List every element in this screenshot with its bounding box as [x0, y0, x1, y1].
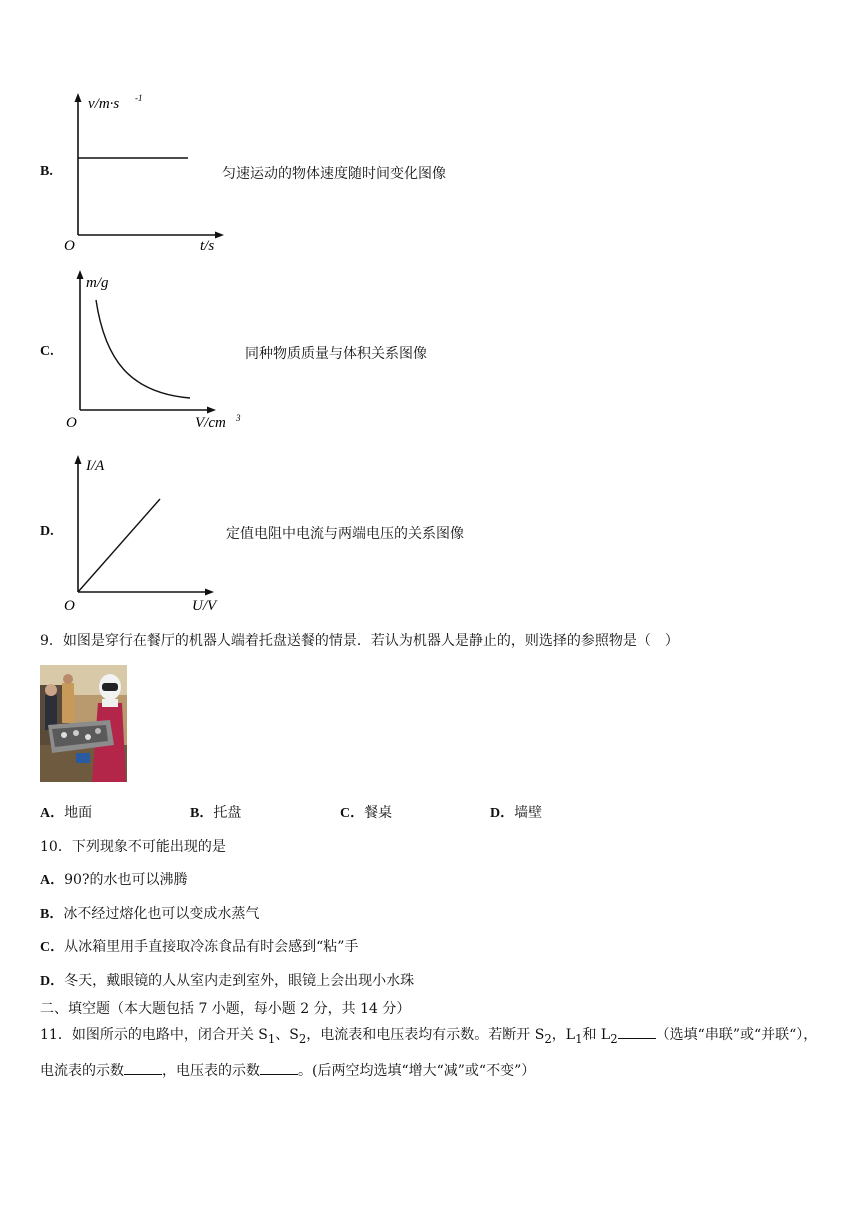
- section-title: 二、填空题（本大题包括 7 小题，每小题 2 分，共 14 分）: [40, 1001, 411, 1017]
- q11-sub5: 2: [610, 1031, 618, 1046]
- q9-option-d-letter: D．: [490, 806, 515, 821]
- q10-option-a[interactable]: [40, 869, 187, 889]
- q11-part5: 和 L: [582, 1027, 611, 1043]
- q9-option-c-letter: C．: [340, 806, 365, 821]
- mass-volume-graph: [60, 265, 250, 439]
- velocity-time-graph: [60, 90, 240, 259]
- q11-blank-3[interactable]: [260, 1060, 298, 1075]
- q9-option-d[interactable]: [490, 802, 542, 822]
- q11-part3: ，电流表和电压表均有示数。若断开 S: [306, 1027, 545, 1043]
- origin-label: O: [66, 415, 77, 431]
- q10-option-b-text: 冰不经过熔化也可以变成水蒸气: [63, 906, 260, 922]
- q11-part7: ，电压表的示数: [162, 1062, 260, 1079]
- q9-option-b[interactable]: [190, 802, 241, 822]
- q9-option-d-text: 墙壁: [514, 805, 543, 821]
- origin-label: O: [64, 238, 75, 254]
- q11-sub2: 2: [298, 1031, 307, 1046]
- q11-sub3: 2: [544, 1031, 552, 1046]
- q9-option-a[interactable]: [40, 802, 92, 822]
- q10-option-b-letter: B．: [40, 907, 64, 922]
- q10-option-b[interactable]: [40, 903, 259, 923]
- option-c-caption: 同种物质质量与体积关系图像: [245, 346, 427, 362]
- x-axis-label: U/V: [192, 598, 217, 614]
- current-voltage-graph: [60, 450, 240, 619]
- x-axis-label: V/cm: [195, 415, 226, 431]
- q10-option-d-letter: D．: [40, 974, 65, 989]
- q11-part4: ，L: [551, 1027, 576, 1043]
- restaurant-robot-photo: [40, 665, 127, 782]
- q10-option-a-text: 90?的水也可以沸腾: [64, 872, 188, 888]
- y-axis-label: m/g: [86, 275, 109, 291]
- q10-option-a-letter: A．: [40, 873, 65, 888]
- q11-part6: （选填“串联”或“并联“），电流表的示数: [40, 1027, 818, 1079]
- q10-stem: 10．下列现象不可能出现的是: [40, 839, 226, 855]
- option-c-letter: C.: [40, 344, 54, 359]
- q9-option-a-letter: A．: [40, 806, 65, 821]
- q11-blank-2[interactable]: [124, 1060, 162, 1075]
- q9-stem: 9．如图是穿行在餐厅的机器人端着托盘送餐的情景．若认为机器人是静止的，则选择的参照物是（ ）: [40, 633, 679, 649]
- q10-option-d-text: 冬天，戴眼镜的人从室内走到室外，眼镜上会出现小水珠: [64, 973, 415, 989]
- x-axis-sup: 3: [236, 413, 241, 423]
- q9-option-b-letter: B．: [190, 806, 214, 821]
- option-d-caption: 定值电阻中电流与两端电压的关系图像: [226, 526, 464, 542]
- y-axis-label: v/m·s: [88, 96, 120, 112]
- q11-part1: 11．如图所示的电路中，闭合开关 S: [40, 1027, 268, 1043]
- q11-part8: 。(后两空均选填“增大“减”或“不变”）: [298, 1062, 536, 1079]
- q11-sub1: 1: [267, 1031, 276, 1046]
- q11-text: [40, 1019, 825, 1087]
- x-axis-label: t/s: [200, 238, 215, 254]
- origin-label: O: [64, 598, 75, 614]
- option-b-caption: 匀速运动的物体速度随时间变化图像: [222, 166, 446, 182]
- q9-option-c-text: 餐桌: [364, 805, 393, 821]
- q9-option-c[interactable]: [340, 802, 392, 822]
- q11-blank-1[interactable]: [618, 1024, 656, 1039]
- y-axis-sup: -1: [135, 93, 143, 103]
- y-axis-label: I/A: [86, 458, 105, 474]
- q10-option-c-text: 从冰箱里用手直接取冷冻食品有时会感到“粘”手: [64, 939, 359, 955]
- inverse-curve: [96, 300, 190, 398]
- q11-part2: 、S: [275, 1027, 299, 1043]
- q10-option-d[interactable]: [40, 970, 414, 990]
- q10-option-c[interactable]: [40, 936, 358, 956]
- option-b-letter: B.: [40, 164, 53, 179]
- q9-option-b-text: 托盘: [213, 805, 242, 821]
- q9-option-a-text: 地面: [64, 805, 93, 821]
- proportional-line: [78, 499, 160, 592]
- q11-sub4: 1: [575, 1031, 583, 1046]
- option-d-letter: D.: [40, 524, 54, 539]
- q10-option-c-letter: C．: [40, 940, 65, 955]
